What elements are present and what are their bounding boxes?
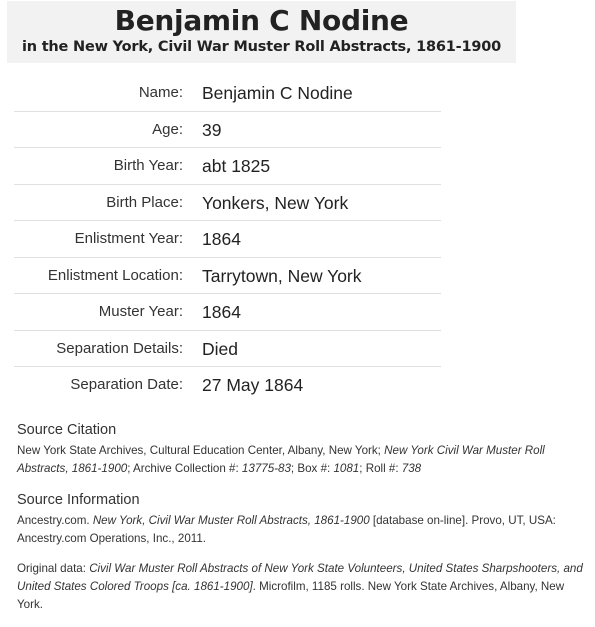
record-row-separation-details xyxy=(14,331,441,368)
citation-text-part: New York State Archives, Cultural Education Center, Albany, New York; xyxy=(17,444,385,457)
record-row-birth-place xyxy=(14,185,441,222)
citation-roll-number: 738 xyxy=(401,462,422,475)
source-citation-section xyxy=(17,421,589,478)
record-label: Birth Place: xyxy=(106,193,183,211)
record-row-birth-year xyxy=(14,148,441,185)
source-information-section xyxy=(17,491,589,614)
source-info-text-part: [database on-line]. Provo, UT, USA: Ancestry.com Operations, Inc., 2011. xyxy=(17,514,556,545)
record-value: 1864 xyxy=(202,229,241,249)
source-citation-text xyxy=(17,442,589,478)
record-value: 39 xyxy=(202,119,222,140)
source-info-text-part: . Microfilm, 1185 rolls. New York State Archives, Albany, New York. xyxy=(17,580,565,611)
record-row-age xyxy=(14,112,441,149)
record-value: abt 1825 xyxy=(202,156,271,176)
record-table xyxy=(14,75,441,404)
record-label: Muster Year: xyxy=(98,303,183,320)
record-value: Benjamin C Nodine xyxy=(202,83,353,103)
record-label: Name: xyxy=(138,84,183,101)
source-information-heading: Source Information xyxy=(17,492,140,508)
source-info-database-title: New York, Civil War Muster Roll Abstracts, 1861-1900 xyxy=(92,514,370,527)
citation-box-number: 1081 xyxy=(333,462,360,475)
record-row-enlistment-year xyxy=(14,221,441,258)
source-info-text-part: Original data: xyxy=(17,562,90,575)
source-info-text-part: Ancestry.com. xyxy=(17,514,93,527)
record-row-enlistment-location xyxy=(14,258,441,295)
source-information-database-text xyxy=(17,512,589,548)
record-row-muster-year xyxy=(14,294,441,331)
citation-text-part: ; Archive Collection #: xyxy=(127,462,242,475)
source-citation-heading: Source Citation xyxy=(17,422,117,438)
record-value: 27 May 1864 xyxy=(202,375,304,395)
record-value: Yonkers, New York xyxy=(202,192,349,213)
record-label: Enlistment Year: xyxy=(74,230,183,247)
record-label: Separation Details: xyxy=(56,339,183,357)
citation-archive-collection-number: 13775-83 xyxy=(241,462,291,475)
record-label: Birth Year: xyxy=(113,157,183,174)
citation-collection-title: New York Civil War Muster Roll Abstracts, 1861-1900 xyxy=(17,444,545,475)
citation-text-part: ; Roll #: xyxy=(359,462,402,475)
record-header xyxy=(7,1,516,63)
record-label: Age: xyxy=(152,120,183,138)
record-value: 1864 xyxy=(202,302,241,322)
record-label: Separation Date: xyxy=(70,376,183,393)
page-title: Benjamin C Nodine xyxy=(114,4,409,37)
record-value: Died xyxy=(202,338,238,359)
record-row-name xyxy=(14,75,441,112)
record-row-separation-date xyxy=(14,367,441,404)
source-info-original-title: Civil War Muster Roll Abstracts of New York State Volunteers, United States Sharpshooters, and United States Colored Troops [ca. 1861-1900] xyxy=(17,562,583,593)
page-subtitle: in the New York, Civil War Muster Roll Abstracts, 1861-1900 xyxy=(21,39,502,55)
record-value: Tarrytown, New York xyxy=(202,265,362,286)
record-label: Enlistment Location: xyxy=(47,266,183,284)
citation-text-part: ; Box #: xyxy=(290,462,334,475)
source-information-original-data-text xyxy=(17,560,589,614)
